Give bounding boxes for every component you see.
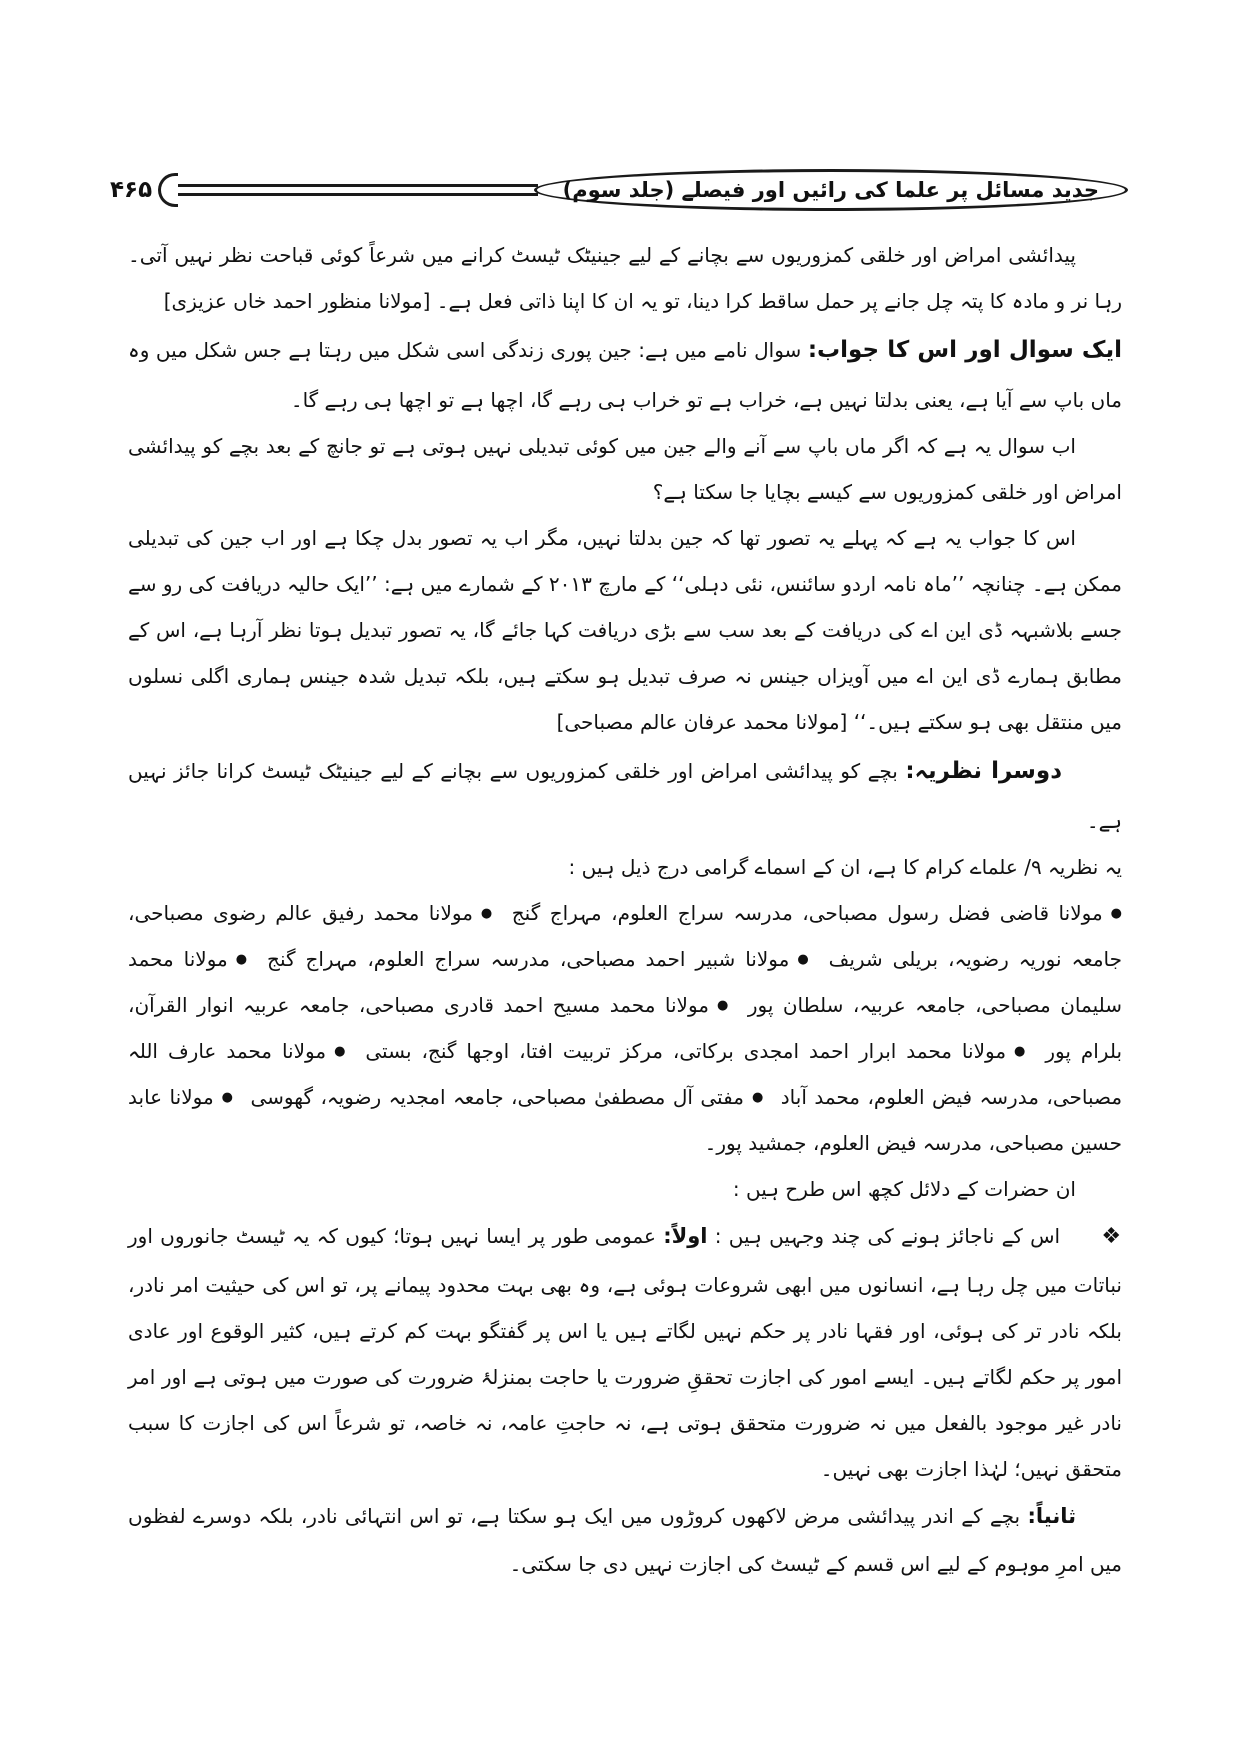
bullet-icon: ● — [797, 951, 809, 967]
answer-paragraph — [128, 515, 1122, 745]
scholar-name: مولانا عابد حسین مصباحی، مدرسہ فیض العلوم، جمشید پور۔ — [128, 1084, 1122, 1155]
diamond-bullet-icon: ❖ — [1101, 1223, 1123, 1249]
bullet-icon: ● — [480, 905, 493, 921]
scholar-name: مولانا محمد مسیح احمد قادری مصباحی، جامعہ عربیہ انوار القرآن، بلرام پور — [128, 992, 1123, 1063]
rule-end-cap — [158, 173, 178, 207]
double-rule — [178, 184, 538, 196]
paragraph-text: اس کا جواب یہ ہے کہ پہلے یہ تصور تھا کہ جین بدلتا نہیں، مگر اب یہ تصور بدل چکا ہے اور اب جین کی تبدیلی ممکن ہے۔ چنانچہ ’’ماہ نامہ اردو سائنس، نئی دہلی‘‘ کے مارچ ۲۰۱۳ کے شمارے میں ہے: ’’ایک حالیہ دریافت کی رو سے جسے بلاشبہہ ڈی این اے کی دریافت کے بعد سب سے بڑی دریافت کہا جائے گا، یہ تصور تبدیل ہوتا نظر آرہا ہے، اس کے مطابق ہمارے ڈی این اے میں آویزاں جینس نہ صرف تبدیل ہو سکتے ہیں، بلکہ تبدیل شدہ جینس ہماری اگلی نسلوں میں منتقل بھی ہو سکتے ہیں۔‘‘ [مولانا محمد عرفان عالم مصباحی] — [128, 525, 1122, 734]
arguments-intro-paragraph — [128, 1166, 1122, 1212]
second-argument-paragraph — [128, 1492, 1122, 1586]
chapter-title: جدید مسائل پر علما کی رائیں اور فیصلے (جلد سوم) — [562, 178, 1099, 202]
chapter-title-cartouche — [534, 169, 1128, 211]
first-argument-paragraph — [128, 1212, 1122, 1493]
section-heading: دوسرا نظریہ: — [905, 757, 1063, 784]
bullet-icon: ● — [1110, 905, 1123, 921]
paragraph-text: ان حضرات کے دلائل کچھ اس طرح ہیں : — [732, 1176, 1076, 1201]
scholar-name: مولانا قاضی فضل رسول مصباحی، مدرسہ سراج العلوم، مہراج گنج — [511, 900, 1103, 925]
paragraph-text: بچے کے اندر پیدائشی مرض لاکھوں کروڑوں میں ایک ہو سکتا ہے، تو اس انتہائی نادر، بلکہ دوسرے لفظوں میں امرِ موہوم کے لیے اس قسم کے ٹیسٹ کی اجازت نہیں دی جا سکتی۔ — [128, 1504, 1122, 1576]
scholar-name: مولانا محمد سلیمان مصباحی، جامعہ عربیہ، سلطان پور — [128, 946, 1122, 1017]
bullet-icon: ● — [751, 1089, 764, 1105]
inline-heading: اولاً: — [663, 1223, 708, 1248]
bullet-icon: ● — [221, 1089, 234, 1105]
section-heading: ایک سوال اور اس کا جواب: — [807, 337, 1122, 363]
page-number: ۴۶۵ — [110, 177, 153, 203]
page-header — [108, 168, 1128, 212]
question-paragraph — [128, 423, 1122, 515]
paragraph-text: اب سوال یہ ہے کہ اگر ماں باپ سے آنے والے جین میں کوئی تبدیلی نہیں ہوتی ہے تو جانچ کے بعد بچے کو پیدائشی امراض اور خلقی کمزوریوں سے کیسے بچایا جا سکتا ہے؟ — [128, 433, 1122, 504]
paragraph-text: پیدائشی امراض اور خلقی کمزوریوں سے بچانے کے لیے جینیٹک ٹیسٹ کرانے میں شرعاً کوئی قباحت نظر نہیں آتی۔ رہا نر و مادہ کا پتہ چل جانے پر حمل ساقط کرا دینا، تو یہ ان کا اپنا ذاتی فعل ہے۔ [مولانا منظور احمد خاں عزیزی] — [128, 243, 1122, 313]
inline-heading: ثانیاً: — [1027, 1504, 1076, 1529]
scholar-name: مولانا محمد ابرار احمد امجدی برکاتی، مرکز تربیت افتا، اوجھا گنج، بستی — [365, 1038, 1007, 1063]
paragraph-text: سوال نامے میں ہے: جین پوری زندگی اسی شکل میں رہتا ہے جس شکل میں وہ ماں باپ سے آیا ہے، یعنی بدلتا نہیں ہے، خراب ہے تو خراب ہی رہے گا، اچھا ہے تو اچھا ہی رہے گا۔ — [128, 338, 1122, 412]
scholars-list — [128, 890, 1122, 1166]
paragraph-text: یہ نظریہ ۹/ علماے کرام کا ہے، ان کے اسماے گرامی درج ذیل ہیں : — [568, 854, 1122, 879]
scholars-intro-paragraph — [128, 844, 1122, 890]
bullet-icon: ● — [235, 951, 248, 967]
bullet-icon: ● — [334, 1043, 346, 1059]
scholar-name: مفتی آل مصطفیٰ مصباحی، جامعہ امجدیہ رضویہ، گھوسی — [250, 1084, 744, 1109]
bullet-icon: ● — [717, 997, 729, 1013]
paragraph-text: عمومی طور پر ایسا نہیں ہوتا؛ کیوں کہ یہ ٹیسٹ جانوروں اور نباتات میں چل رہا ہے، انسانوں میں ابھی شروعات ہوئی ہے، وہ بھی بہت محدود پیمانے پر، تو اس کی حیثیت امر نادر، بلکہ نادر تر کی ہوئی، اور فقہا نادر پر حکم نہیں لگاتے ہیں یا اس پر گفتگو بہت کم کرتے ہیں، کثیر الوقوع اور عادی امور پر حکم لگاتے ہیں۔ ایسے امور کی اجازت تحققِ ضرورت یا حاجت بمنزلۂ ضرورت کی صورت میں ہوتی ہے اور امر نادر غیر موجود بالفعل میں نہ ضرورت متحقق ہوتی ہے، نہ حاجتِ عامہ، نہ خاصہ، تو شرعاً اس کی اجازت کا سبب متحقق نہیں؛ لہٰذا اجازت بھی نہیں۔ — [128, 1223, 1122, 1482]
scholar-name: مولانا شبیر احمد مصباحی، مدرسہ سراج العلوم، مہراج گنج — [267, 946, 790, 971]
second-opinion-paragraph — [128, 745, 1122, 844]
question-answer-paragraph — [128, 324, 1122, 423]
page-content — [128, 232, 1122, 1587]
scholar-name: مولانا محمد عارف اللہ مصباحی، مدرسہ فیض العلوم، محمد آباد — [128, 1038, 1123, 1109]
paragraph-continuation — [128, 232, 1122, 324]
bullet-icon: ● — [1014, 1043, 1026, 1059]
scholar-name: مولانا محمد رفیق عالم رضوی مصباحی، جامعہ نوریہ رضویہ، بریلی شریف — [128, 900, 1123, 971]
paragraph-text: اس کے ناجائز ہونے کی چند وجہیں ہیں : — [714, 1223, 1061, 1248]
paragraph-text: بچے کو پیدائشی امراض اور خلقی کمزوریوں سے بچانے کے لیے جینیٹک ٹیسٹ کرانا جائز نہیں ہے۔ — [128, 758, 1122, 833]
